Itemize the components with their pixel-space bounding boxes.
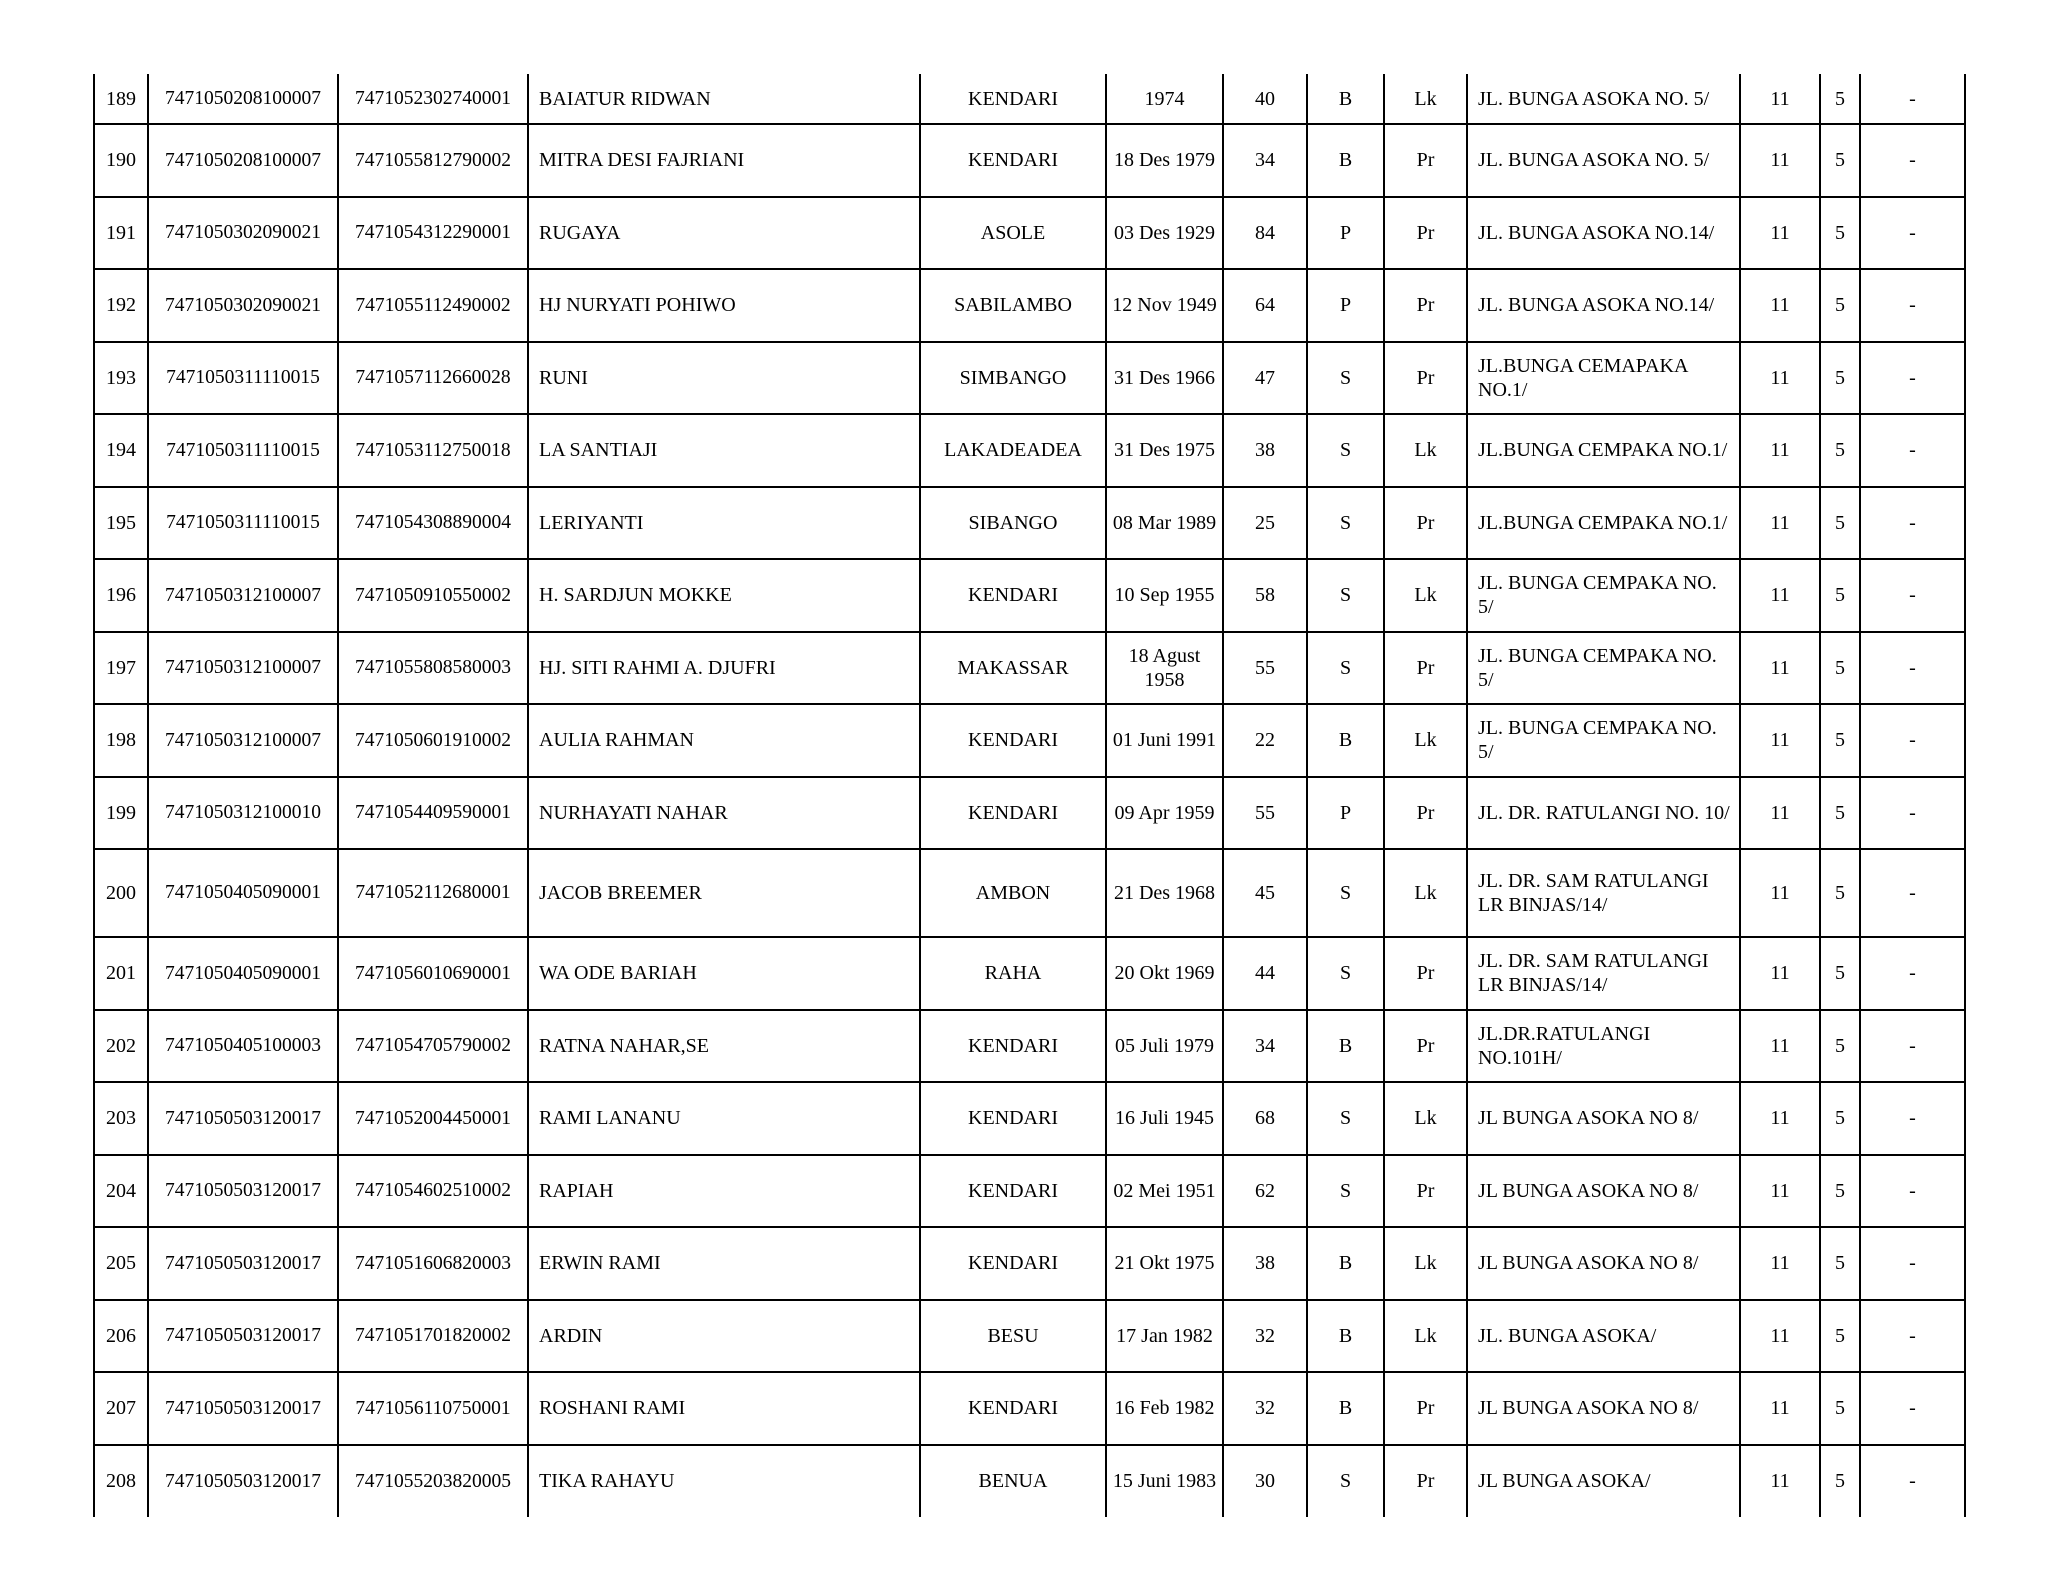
table-row: [94, 342, 1965, 415]
table-row: [94, 414, 1965, 487]
marital-status-cell: B: [1307, 1372, 1384, 1445]
national-id-number-cell: 7471054409590001: [338, 777, 528, 850]
table-row: [94, 1082, 1965, 1155]
voter-name-cell: ERWIN RAMI: [528, 1227, 920, 1300]
marital-status-cell: S: [1307, 414, 1384, 487]
row-number-cell: 199: [94, 777, 148, 850]
place-of-birth-cell: KENDARI: [920, 704, 1106, 777]
rw-number-cell: 5: [1820, 777, 1860, 850]
rt-number-cell: 11: [1740, 777, 1820, 850]
voter-name-cell: RUNI: [528, 342, 920, 415]
age-cell: 64: [1223, 269, 1307, 342]
table-row: [94, 1445, 1965, 1518]
rw-number-cell: 5: [1820, 559, 1860, 632]
row-number-cell: 205: [94, 1227, 148, 1300]
place-of-birth-cell: KENDARI: [920, 559, 1106, 632]
rw-number-cell: 5: [1820, 937, 1860, 1010]
national-id-number-cell: 7471054308890004: [338, 487, 528, 560]
row-number-cell: 203: [94, 1082, 148, 1155]
age-cell: 38: [1223, 414, 1307, 487]
date-of-birth-cell: 1974: [1106, 74, 1223, 124]
rw-number-cell: 5: [1820, 632, 1860, 705]
marital-status-cell: S: [1307, 487, 1384, 560]
address-cell: JL. BUNGA CEMPAKA NO. 5/: [1467, 632, 1740, 705]
rt-number-cell: 11: [1740, 1445, 1820, 1518]
place-of-birth-cell: KENDARI: [920, 1155, 1106, 1228]
date-of-birth-cell: 01 Juni 1991: [1106, 704, 1223, 777]
gender-cell: Pr: [1384, 1372, 1467, 1445]
voter-name-cell: H. SARDJUN MOKKE: [528, 559, 920, 632]
address-cell: JL. BUNGA ASOKA NO. 5/: [1467, 124, 1740, 197]
marital-status-cell: S: [1307, 559, 1384, 632]
national-id-number-cell: 7471055808580003: [338, 632, 528, 705]
row-number-cell: 200: [94, 849, 148, 937]
voter-name-cell: WA ODE BARIAH: [528, 937, 920, 1010]
table-row: [94, 849, 1965, 937]
table-row: [94, 124, 1965, 197]
marital-status-cell: B: [1307, 1010, 1384, 1083]
row-number-cell: 195: [94, 487, 148, 560]
row-number-cell: 192: [94, 269, 148, 342]
age-cell: 22: [1223, 704, 1307, 777]
remarks-cell: -: [1860, 342, 1965, 415]
table-row: [94, 559, 1965, 632]
national-id-number-cell: 7471051606820003: [338, 1227, 528, 1300]
place-of-birth-cell: RAHA: [920, 937, 1106, 1010]
place-of-birth-cell: SIMBANGO: [920, 342, 1106, 415]
family-card-number-cell: 7471050503120017: [148, 1155, 338, 1228]
rw-number-cell: 5: [1820, 342, 1860, 415]
address-cell: JL BUNGA ASOKA NO 8/: [1467, 1372, 1740, 1445]
family-card-number-cell: 7471050503120017: [148, 1372, 338, 1445]
rt-number-cell: 11: [1740, 1155, 1820, 1228]
voter-name-cell: ARDIN: [528, 1300, 920, 1373]
rw-number-cell: 5: [1820, 1445, 1860, 1518]
national-id-number-cell: 7471054312290001: [338, 197, 528, 270]
family-card-number-cell: 7471050311110015: [148, 342, 338, 415]
marital-status-cell: P: [1307, 197, 1384, 270]
remarks-cell: -: [1860, 559, 1965, 632]
national-id-number-cell: 7471053112750018: [338, 414, 528, 487]
date-of-birth-cell: 12 Nov 1949: [1106, 269, 1223, 342]
family-card-number-cell: 7471050405100003: [148, 1010, 338, 1083]
age-cell: 30: [1223, 1445, 1307, 1518]
national-id-number-cell: 7471055203820005: [338, 1445, 528, 1518]
marital-status-cell: B: [1307, 74, 1384, 124]
address-cell: JL BUNGA ASOKA NO 8/: [1467, 1227, 1740, 1300]
rw-number-cell: 5: [1820, 1227, 1860, 1300]
row-number-cell: 208: [94, 1445, 148, 1518]
rw-number-cell: 5: [1820, 849, 1860, 937]
gender-cell: Lk: [1384, 559, 1467, 632]
date-of-birth-cell: 09 Apr 1959: [1106, 777, 1223, 850]
family-card-number-cell: 7471050503120017: [148, 1227, 338, 1300]
rt-number-cell: 11: [1740, 487, 1820, 560]
voter-name-cell: HJ NURYATI POHIWO: [528, 269, 920, 342]
row-number-cell: 201: [94, 937, 148, 1010]
rw-number-cell: 5: [1820, 124, 1860, 197]
rw-number-cell: 5: [1820, 1082, 1860, 1155]
remarks-cell: -: [1860, 1372, 1965, 1445]
voter-name-cell: NURHAYATI NAHAR: [528, 777, 920, 850]
address-cell: JL.BUNGA CEMPAKA NO.1/: [1467, 487, 1740, 560]
rt-number-cell: 11: [1740, 124, 1820, 197]
table-row: [94, 1300, 1965, 1373]
address-cell: JL. BUNGA CEMPAKA NO. 5/: [1467, 559, 1740, 632]
rw-number-cell: 5: [1820, 74, 1860, 124]
table-row: [94, 1372, 1965, 1445]
voter-table: [93, 74, 1966, 1517]
age-cell: 34: [1223, 124, 1307, 197]
gender-cell: Lk: [1384, 1300, 1467, 1373]
rw-number-cell: 5: [1820, 197, 1860, 270]
voter-name-cell: RATNA NAHAR,SE: [528, 1010, 920, 1083]
age-cell: 32: [1223, 1372, 1307, 1445]
age-cell: 55: [1223, 777, 1307, 850]
row-number-cell: 190: [94, 124, 148, 197]
national-id-number-cell: 7471050910550002: [338, 559, 528, 632]
address-cell: JL. BUNGA ASOKA NO. 5/: [1467, 74, 1740, 124]
national-id-number-cell: 7471054602510002: [338, 1155, 528, 1228]
date-of-birth-cell: 16 Juli 1945: [1106, 1082, 1223, 1155]
remarks-cell: -: [1860, 487, 1965, 560]
national-id-number-cell: 7471054705790002: [338, 1010, 528, 1083]
rt-number-cell: 11: [1740, 1300, 1820, 1373]
rw-number-cell: 5: [1820, 1372, 1860, 1445]
family-card-number-cell: 7471050503120017: [148, 1300, 338, 1373]
date-of-birth-cell: 05 Juli 1979: [1106, 1010, 1223, 1083]
gender-cell: Pr: [1384, 1445, 1467, 1518]
marital-status-cell: P: [1307, 777, 1384, 850]
rt-number-cell: 11: [1740, 559, 1820, 632]
table-row: [94, 74, 1965, 124]
place-of-birth-cell: KENDARI: [920, 74, 1106, 124]
age-cell: 55: [1223, 632, 1307, 705]
family-card-number-cell: 7471050312100007: [148, 632, 338, 705]
age-cell: 40: [1223, 74, 1307, 124]
address-cell: JL.BUNGA CEMAPAKA NO.1/: [1467, 342, 1740, 415]
gender-cell: Pr: [1384, 269, 1467, 342]
gender-cell: Pr: [1384, 342, 1467, 415]
table-row: [94, 1155, 1965, 1228]
family-card-number-cell: 7471050302090021: [148, 269, 338, 342]
date-of-birth-cell: 31 Des 1975: [1106, 414, 1223, 487]
gender-cell: Pr: [1384, 124, 1467, 197]
remarks-cell: -: [1860, 124, 1965, 197]
voter-name-cell: RAMI LANANU: [528, 1082, 920, 1155]
table-row: [94, 632, 1965, 705]
gender-cell: Lk: [1384, 704, 1467, 777]
age-cell: 25: [1223, 487, 1307, 560]
place-of-birth-cell: KENDARI: [920, 1227, 1106, 1300]
row-number-cell: 206: [94, 1300, 148, 1373]
remarks-cell: -: [1860, 777, 1965, 850]
row-number-cell: 202: [94, 1010, 148, 1083]
rw-number-cell: 5: [1820, 269, 1860, 342]
family-card-number-cell: 7471050405090001: [148, 849, 338, 937]
row-number-cell: 194: [94, 414, 148, 487]
gender-cell: Pr: [1384, 777, 1467, 850]
rt-number-cell: 11: [1740, 704, 1820, 777]
rt-number-cell: 11: [1740, 1372, 1820, 1445]
address-cell: JL. DR. SAM RATULANGI LR BINJAS/14/: [1467, 849, 1740, 937]
place-of-birth-cell: BESU: [920, 1300, 1106, 1373]
row-number-cell: 197: [94, 632, 148, 705]
rt-number-cell: 11: [1740, 1227, 1820, 1300]
gender-cell: Pr: [1384, 632, 1467, 705]
table-row: [94, 937, 1965, 1010]
age-cell: 32: [1223, 1300, 1307, 1373]
address-cell: JL BUNGA ASOKA NO 8/: [1467, 1155, 1740, 1228]
rt-number-cell: 11: [1740, 849, 1820, 937]
rt-number-cell: 11: [1740, 1082, 1820, 1155]
family-card-number-cell: 7471050503120017: [148, 1445, 338, 1518]
date-of-birth-cell: 18 Agust 1958: [1106, 632, 1223, 705]
remarks-cell: -: [1860, 849, 1965, 937]
remarks-cell: -: [1860, 632, 1965, 705]
remarks-cell: -: [1860, 1300, 1965, 1373]
place-of-birth-cell: LAKADEADEA: [920, 414, 1106, 487]
age-cell: 62: [1223, 1155, 1307, 1228]
family-card-number-cell: 7471050311110015: [148, 414, 338, 487]
gender-cell: Lk: [1384, 1227, 1467, 1300]
rw-number-cell: 5: [1820, 487, 1860, 560]
address-cell: JL.BUNGA CEMPAKA NO.1/: [1467, 414, 1740, 487]
address-cell: JL. DR. SAM RATULANGI LR BINJAS/14/: [1467, 937, 1740, 1010]
gender-cell: Lk: [1384, 74, 1467, 124]
national-id-number-cell: 7471056110750001: [338, 1372, 528, 1445]
family-card-number-cell: 7471050302090021: [148, 197, 338, 270]
national-id-number-cell: 7471052004450001: [338, 1082, 528, 1155]
gender-cell: Lk: [1384, 414, 1467, 487]
address-cell: JL. DR. RATULANGI NO. 10/: [1467, 777, 1740, 850]
rt-number-cell: 11: [1740, 1010, 1820, 1083]
family-card-number-cell: 7471050208100007: [148, 124, 338, 197]
row-number-cell: 196: [94, 559, 148, 632]
address-cell: JL. BUNGA ASOKA NO.14/: [1467, 269, 1740, 342]
date-of-birth-cell: 18 Des 1979: [1106, 124, 1223, 197]
family-card-number-cell: 7471050208100007: [148, 74, 338, 124]
date-of-birth-cell: 31 Des 1966: [1106, 342, 1223, 415]
date-of-birth-cell: 21 Des 1968: [1106, 849, 1223, 937]
date-of-birth-cell: 21 Okt 1975: [1106, 1227, 1223, 1300]
voter-name-cell: RUGAYA: [528, 197, 920, 270]
remarks-cell: -: [1860, 937, 1965, 1010]
marital-status-cell: S: [1307, 1082, 1384, 1155]
marital-status-cell: S: [1307, 632, 1384, 705]
voter-name-cell: HJ. SITI RAHMI A. DJUFRI: [528, 632, 920, 705]
marital-status-cell: S: [1307, 1155, 1384, 1228]
date-of-birth-cell: 16 Feb 1982: [1106, 1372, 1223, 1445]
table-row: [94, 487, 1965, 560]
row-number-cell: 198: [94, 704, 148, 777]
family-card-number-cell: 7471050311110015: [148, 487, 338, 560]
national-id-number-cell: 7471050601910002: [338, 704, 528, 777]
national-id-number-cell: 7471052112680001: [338, 849, 528, 937]
address-cell: JL. BUNGA CEMPAKA NO. 5/: [1467, 704, 1740, 777]
date-of-birth-cell: 17 Jan 1982: [1106, 1300, 1223, 1373]
rw-number-cell: 5: [1820, 1155, 1860, 1228]
rw-number-cell: 5: [1820, 414, 1860, 487]
rt-number-cell: 11: [1740, 269, 1820, 342]
national-id-number-cell: 7471057112660028: [338, 342, 528, 415]
age-cell: 44: [1223, 937, 1307, 1010]
address-cell: JL.DR.RATULANGI NO.101H/: [1467, 1010, 1740, 1083]
date-of-birth-cell: 10 Sep 1955: [1106, 559, 1223, 632]
voter-table-body: [94, 74, 1965, 1517]
age-cell: 47: [1223, 342, 1307, 415]
remarks-cell: -: [1860, 1082, 1965, 1155]
rt-number-cell: 11: [1740, 197, 1820, 270]
voter-name-cell: TIKA RAHAYU: [528, 1445, 920, 1518]
marital-status-cell: P: [1307, 269, 1384, 342]
national-id-number-cell: 7471051701820002: [338, 1300, 528, 1373]
remarks-cell: -: [1860, 1155, 1965, 1228]
row-number-cell: 191: [94, 197, 148, 270]
place-of-birth-cell: SABILAMBO: [920, 269, 1106, 342]
age-cell: 45: [1223, 849, 1307, 937]
marital-status-cell: B: [1307, 1227, 1384, 1300]
voter-name-cell: BAIATUR RIDWAN: [528, 74, 920, 124]
voter-name-cell: ROSHANI RAMI: [528, 1372, 920, 1445]
gender-cell: Pr: [1384, 1155, 1467, 1228]
date-of-birth-cell: 02 Mei 1951: [1106, 1155, 1223, 1228]
table-row: [94, 269, 1965, 342]
family-card-number-cell: 7471050312100007: [148, 559, 338, 632]
row-number-cell: 204: [94, 1155, 148, 1228]
voter-name-cell: LERIYANTI: [528, 487, 920, 560]
national-id-number-cell: 7471052302740001: [338, 74, 528, 124]
date-of-birth-cell: 15 Juni 1983: [1106, 1445, 1223, 1518]
date-of-birth-cell: 08 Mar 1989: [1106, 487, 1223, 560]
family-card-number-cell: 7471050312100007: [148, 704, 338, 777]
rt-number-cell: 11: [1740, 937, 1820, 1010]
remarks-cell: -: [1860, 74, 1965, 124]
place-of-birth-cell: SIBANGO: [920, 487, 1106, 560]
place-of-birth-cell: MAKASSAR: [920, 632, 1106, 705]
place-of-birth-cell: KENDARI: [920, 1010, 1106, 1083]
gender-cell: Pr: [1384, 937, 1467, 1010]
row-number-cell: 207: [94, 1372, 148, 1445]
remarks-cell: -: [1860, 1445, 1965, 1518]
remarks-cell: -: [1860, 269, 1965, 342]
table-row: [94, 1227, 1965, 1300]
family-card-number-cell: 7471050405090001: [148, 937, 338, 1010]
gender-cell: Pr: [1384, 1010, 1467, 1083]
rt-number-cell: 11: [1740, 74, 1820, 124]
gender-cell: Pr: [1384, 487, 1467, 560]
remarks-cell: -: [1860, 197, 1965, 270]
gender-cell: Lk: [1384, 849, 1467, 937]
date-of-birth-cell: 03 Des 1929: [1106, 197, 1223, 270]
row-number-cell: 193: [94, 342, 148, 415]
place-of-birth-cell: KENDARI: [920, 1082, 1106, 1155]
national-id-number-cell: 7471055112490002: [338, 269, 528, 342]
place-of-birth-cell: ASOLE: [920, 197, 1106, 270]
address-cell: JL. BUNGA ASOKA NO.14/: [1467, 197, 1740, 270]
age-cell: 34: [1223, 1010, 1307, 1083]
age-cell: 84: [1223, 197, 1307, 270]
voter-name-cell: LA SANTIAJI: [528, 414, 920, 487]
date-of-birth-cell: 20 Okt 1969: [1106, 937, 1223, 1010]
place-of-birth-cell: BENUA: [920, 1445, 1106, 1518]
marital-status-cell: S: [1307, 342, 1384, 415]
table-row: [94, 704, 1965, 777]
remarks-cell: -: [1860, 704, 1965, 777]
family-card-number-cell: 7471050503120017: [148, 1082, 338, 1155]
remarks-cell: -: [1860, 414, 1965, 487]
marital-status-cell: B: [1307, 124, 1384, 197]
rt-number-cell: 11: [1740, 414, 1820, 487]
rw-number-cell: 5: [1820, 1300, 1860, 1373]
address-cell: JL BUNGA ASOKA/: [1467, 1445, 1740, 1518]
age-cell: 58: [1223, 559, 1307, 632]
place-of-birth-cell: KENDARI: [920, 124, 1106, 197]
family-card-number-cell: 7471050312100010: [148, 777, 338, 850]
table-row: [94, 197, 1965, 270]
age-cell: 38: [1223, 1227, 1307, 1300]
table-row: [94, 777, 1965, 850]
place-of-birth-cell: KENDARI: [920, 1372, 1106, 1445]
marital-status-cell: B: [1307, 704, 1384, 777]
place-of-birth-cell: KENDARI: [920, 777, 1106, 850]
national-id-number-cell: 7471055812790002: [338, 124, 528, 197]
voter-name-cell: AULIA RAHMAN: [528, 704, 920, 777]
rw-number-cell: 5: [1820, 704, 1860, 777]
remarks-cell: -: [1860, 1227, 1965, 1300]
rt-number-cell: 11: [1740, 632, 1820, 705]
marital-status-cell: S: [1307, 849, 1384, 937]
row-number-cell: 189: [94, 74, 148, 124]
address-cell: JL. BUNGA ASOKA/: [1467, 1300, 1740, 1373]
address-cell: JL BUNGA ASOKA NO 8/: [1467, 1082, 1740, 1155]
age-cell: 68: [1223, 1082, 1307, 1155]
rt-number-cell: 11: [1740, 342, 1820, 415]
place-of-birth-cell: AMBON: [920, 849, 1106, 937]
remarks-cell: -: [1860, 1010, 1965, 1083]
marital-status-cell: B: [1307, 1300, 1384, 1373]
rw-number-cell: 5: [1820, 1010, 1860, 1083]
gender-cell: Lk: [1384, 1082, 1467, 1155]
voter-name-cell: JACOB BREEMER: [528, 849, 920, 937]
voter-name-cell: MITRA DESI FAJRIANI: [528, 124, 920, 197]
table-row: [94, 1010, 1965, 1083]
voter-name-cell: RAPIAH: [528, 1155, 920, 1228]
marital-status-cell: S: [1307, 937, 1384, 1010]
national-id-number-cell: 7471056010690001: [338, 937, 528, 1010]
marital-status-cell: S: [1307, 1445, 1384, 1518]
gender-cell: Pr: [1384, 197, 1467, 270]
